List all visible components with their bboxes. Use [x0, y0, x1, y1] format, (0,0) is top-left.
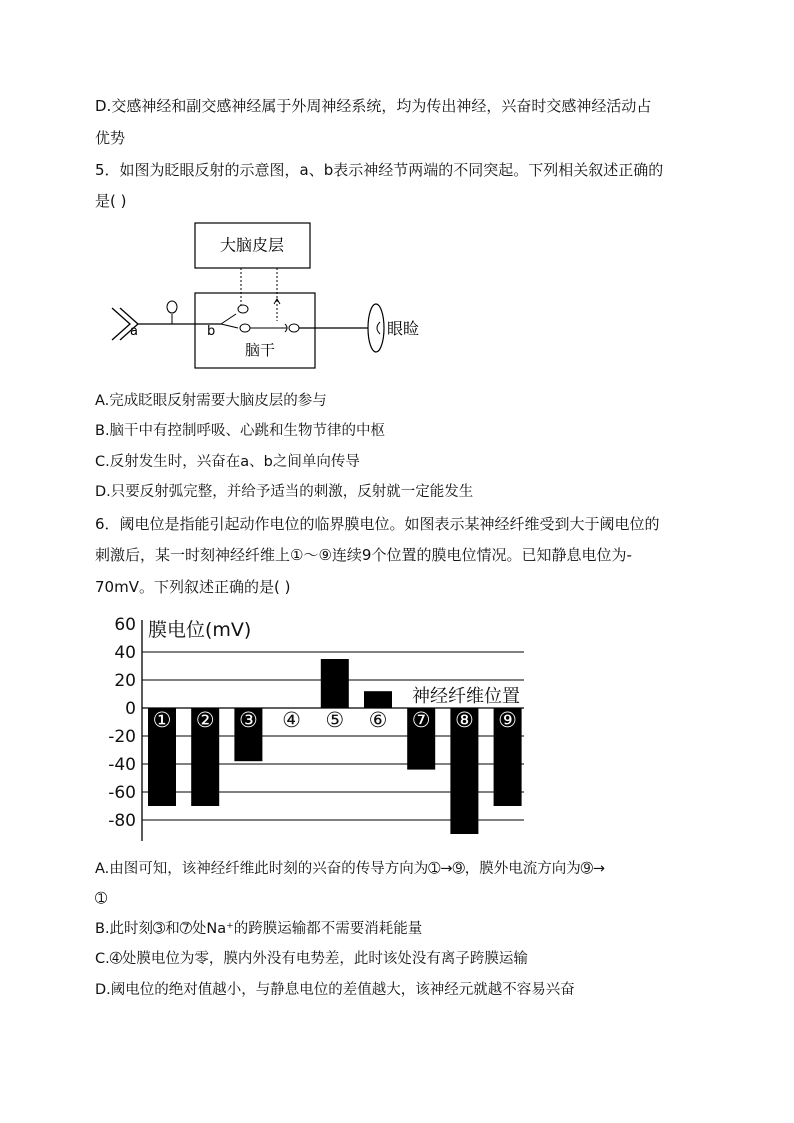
q6-stem-line1: 6．阈电位是指能引起动作电位的临界膜电位。如图表示某神经纤维受到大于阈电位的 — [95, 515, 660, 533]
synapse-interneuron — [240, 324, 250, 332]
q6-option-b: B.此时刻➂和➆处Na⁺的跨膜运输都不需要消耗能量 — [95, 921, 423, 937]
synapse-top — [238, 305, 248, 313]
category-label: ③ — [238, 708, 258, 732]
synapse-motor — [289, 324, 299, 332]
q6-stem-line3: 70mV。下列叙述正确的是( ) — [95, 578, 291, 596]
category-label: ⑨ — [498, 708, 518, 732]
category-label: ② — [195, 708, 215, 732]
q4-option-d-line2: 优势 — [95, 129, 126, 147]
label-b: b — [207, 324, 216, 339]
ganglion-cell — [167, 301, 177, 313]
category-label: ⑧ — [454, 708, 474, 732]
y-tick-label: -60 — [108, 783, 136, 803]
receptor-icon — [112, 308, 130, 340]
y-tick-label: 20 — [114, 671, 136, 691]
y-tick-label: -40 — [108, 755, 136, 775]
q5-option-d: D.只要反射弧完整，并给予适当的刺激，反射就一定能发生 — [95, 484, 474, 500]
cortex-label: 大脑皮层 — [219, 235, 285, 255]
y-tick-label: -80 — [108, 811, 136, 831]
q5-stem-line2: 是( ) — [95, 192, 127, 210]
blink-reflex-diagram — [100, 218, 440, 378]
y-tick-label: 60 — [114, 615, 136, 635]
chart-title: 膜电位(mV) — [148, 619, 252, 641]
membrane-potential-chart — [0, 600, 794, 860]
q6-option-d: D.阈电位的绝对值越小，与静息电位的差值越大，该神经元就越不容易兴奋 — [95, 982, 575, 998]
q5-option-a: A.完成眨眼反射需要大脑皮层的参与 — [95, 393, 327, 409]
eyelid-icon — [368, 304, 384, 352]
q4-option-d-line1: D.交感神经和副交感神经属于外周神经系统，均为传出神经，兴奋时交感神经活动占 — [95, 97, 652, 115]
category-label: ⑥ — [368, 708, 388, 732]
y-tick-label: 40 — [114, 643, 136, 663]
chart-bar — [364, 691, 392, 708]
label-a: a — [130, 324, 138, 339]
q6-stem-line2: 刺激后，某一时刻神经纤维上①～⑨连续9个位置的膜电位情况。已知静息电位为- — [95, 546, 632, 564]
q6-option-a-line1: A.由图可知，该神经纤维此时刻的兴奋的传导方向为➀→➈，膜外电流方向为➈→ — [95, 861, 606, 877]
x-axis-label: 神经纤维位置 — [412, 686, 520, 707]
category-label: ⑤ — [325, 708, 345, 732]
eyelid-label: 眼睑 — [387, 319, 420, 338]
q6-option-a-line2: ➀ — [95, 891, 108, 907]
category-label: ① — [152, 708, 172, 732]
q5-stem-line1: 5．如图为眨眼反射的示意图，a、b表示神经节两端的不同突起。下列相关叙述正确的 — [95, 161, 664, 179]
category-label: ⑦ — [411, 708, 431, 732]
q6-option-c: C.➃处膜电位为零，膜内外没有电势差，此时该处没有离子跨膜运输 — [95, 951, 528, 967]
y-tick-label: 0 — [125, 699, 136, 719]
q5-option-b: B.脑干中有控制呼吸、心跳和生物节律的中枢 — [95, 423, 386, 439]
q5-option-c: C.反射发生时，兴奋在a、b之间单向传导 — [95, 454, 360, 470]
category-label: ④ — [282, 708, 302, 732]
chart-bar — [321, 659, 349, 708]
brainstem-label: 脑干 — [244, 341, 276, 359]
y-tick-label: -20 — [108, 727, 136, 747]
